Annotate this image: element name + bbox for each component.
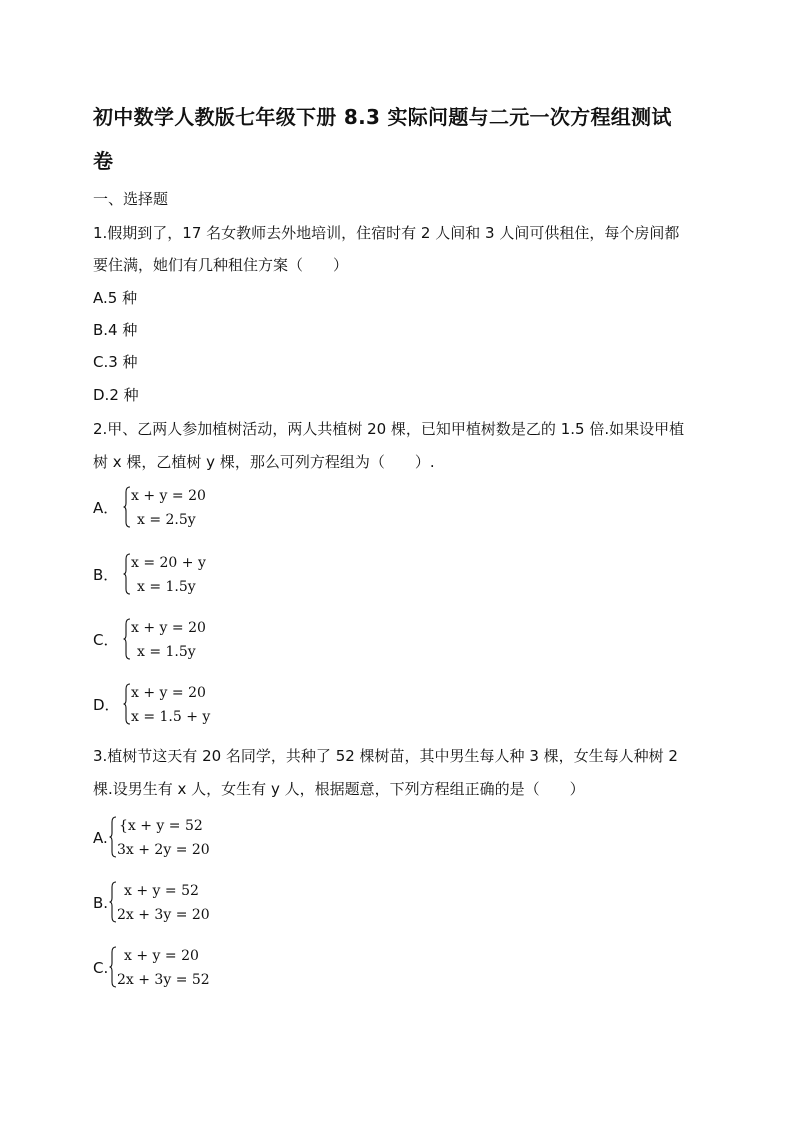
question-1-option-c: C.3 种: [93, 353, 138, 371]
document-title-line-2: 卷: [93, 149, 114, 173]
left-brace-icon: [123, 553, 131, 595]
equation-1: x + y = 20: [131, 488, 206, 504]
left-brace-icon: [123, 618, 131, 660]
left-brace-icon: [123, 486, 131, 528]
equation-1: x + y = 20: [124, 948, 199, 964]
question-1-option-a: A.5 种: [93, 289, 138, 307]
document-title-line-1: 初中数学人教版七年级下册 8.3 实际问题与二元一次方程组测试: [93, 105, 672, 129]
left-brace-icon: [109, 946, 117, 988]
equation-2: x = 2.5y: [137, 512, 196, 528]
question-1-stem-line-1: 1.假期到了，17 名女教师去外地培训，住宿时有 2 人间和 3 人间可供租住，每个房间都: [93, 224, 680, 242]
section-heading: 一、选择题: [93, 190, 169, 208]
equation-1: {x + y = 52: [119, 818, 203, 834]
option-label: B．: [93, 566, 119, 584]
equation-2: x = 1.5y: [137, 644, 196, 660]
left-brace-icon: [109, 881, 117, 923]
option-label: C．: [93, 631, 119, 649]
equation-2: x = 1.5 + y: [131, 709, 211, 725]
option-label: D．: [93, 696, 120, 714]
equation-2: x = 1.5y: [137, 579, 196, 595]
question-1-option-b: B.4 种: [93, 321, 138, 339]
question-2-stem-line-2: 树 x 棵，乙植树 y 棵，那么可列方程组为（ ）.: [93, 453, 435, 471]
option-label: C.: [93, 959, 109, 977]
equation-1: x + y = 20: [131, 685, 206, 701]
equation-1: x + y = 20: [131, 620, 206, 636]
option-label: A．: [93, 499, 119, 517]
equation-1: x = 20 + y: [131, 555, 206, 571]
option-label: B.: [93, 894, 109, 912]
question-3-stem-line-1: 3.植树节这天有 20 名同学，共种了 52 棵树苗，其中男生每人种 3 棵，女生每人种树 2: [93, 747, 678, 765]
equation-2: 2x + 3y = 20: [117, 907, 210, 923]
question-1-stem-line-2: 要住满，她们有几种租住方案（ ）: [93, 256, 349, 274]
equation-2: 3x + 2y = 20: [117, 842, 210, 858]
equation-2: 2x + 3y = 52: [117, 972, 210, 988]
left-brace-icon: [123, 683, 131, 725]
question-1-option-d: D.2 种: [93, 386, 139, 404]
question-2-stem-line-1: 2.甲、乙两人参加植树活动，两人共植树 20 棵，已知甲植树数是乙的 1.5 倍.如果设甲植: [93, 420, 685, 438]
equation-1: x + y = 52: [124, 883, 199, 899]
option-label: A.: [93, 829, 108, 847]
question-3-stem-line-2: 棵.设男生有 x 人，女生有 y 人，根据题意，下列方程组正确的是（ ）: [93, 780, 585, 798]
left-brace-icon: [109, 816, 117, 858]
